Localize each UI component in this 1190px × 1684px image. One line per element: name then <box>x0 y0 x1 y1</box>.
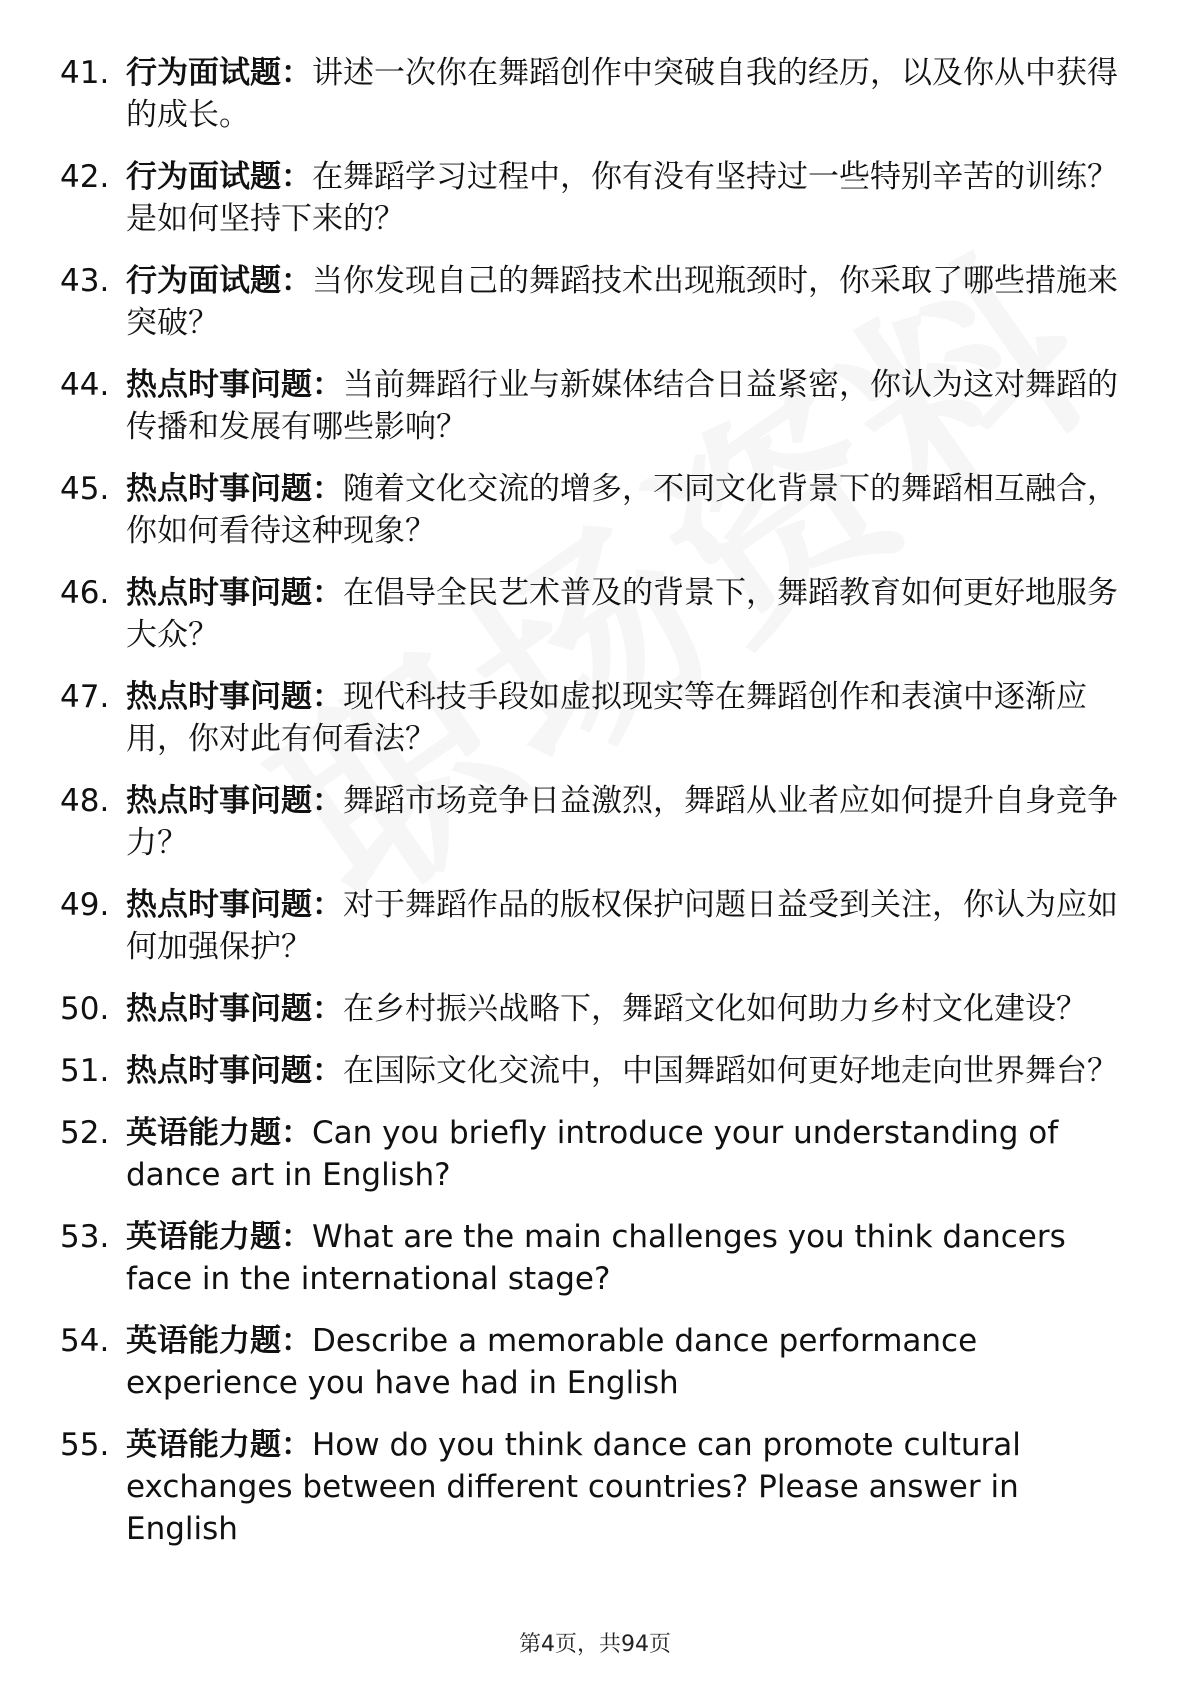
question-item <box>60 676 1120 760</box>
question-item <box>60 988 1120 1030</box>
question-category: 英语能力题： <box>126 1323 312 1359</box>
question-text: How do you think dance can promote cultural exchanges between different countries? Please answer in English <box>126 1427 1021 1547</box>
question-item <box>60 260 1120 344</box>
question-category: 热点时事问题： <box>126 679 343 715</box>
question-item <box>60 780 1120 864</box>
question-category: 英语能力题： <box>126 1427 312 1463</box>
question-text: 随着文化交流的增多，不同文化背景下的舞蹈相互融合，你如何看待这种现象？ <box>126 471 1118 549</box>
question-category: 英语能力题： <box>126 1219 312 1255</box>
question-number: 51. <box>60 1053 110 1089</box>
question-number: 55. <box>60 1427 110 1463</box>
question-item <box>60 468 1120 552</box>
question-item <box>60 884 1120 968</box>
question-category: 热点时事问题： <box>126 1053 343 1089</box>
question-category: 行为面试题： <box>126 159 312 195</box>
question-category: 热点时事问题： <box>126 887 343 923</box>
question-number: 46. <box>60 575 110 611</box>
question-list <box>60 52 1120 1570</box>
question-text: 对于舞蹈作品的版权保护问题日益受到关注，你认为应如何加强保护？ <box>126 887 1118 965</box>
question-number: 52. <box>60 1115 110 1151</box>
question-text: 当你发现自己的舞蹈技术出现瓶颈时，你采取了哪些措施来突破？ <box>126 263 1118 341</box>
question-body <box>126 572 1120 656</box>
question-text: 在国际文化交流中，中国舞蹈如何更好地走向世界舞台？ <box>343 1053 1118 1089</box>
question-category: 热点时事问题： <box>126 783 343 819</box>
question-text: 在倡导全民艺术普及的背景下，舞蹈教育如何更好地服务大众？ <box>126 575 1118 653</box>
question-body <box>126 1424 1120 1550</box>
question-body <box>126 52 1120 136</box>
question-text: 在舞蹈学习过程中，你有没有坚持过一些特别辛苦的训练？是如何坚持下来的？ <box>126 159 1118 237</box>
question-text: 现代科技手段如虚拟现实等在舞蹈创作和表演中逐渐应用，你对此有何看法？ <box>126 679 1087 757</box>
question-item <box>60 364 1120 448</box>
question-category: 热点时事问题： <box>126 575 343 611</box>
question-category: 热点时事问题： <box>126 471 343 507</box>
question-body <box>126 1216 1120 1300</box>
question-number: 53. <box>60 1219 110 1255</box>
question-item <box>60 52 1120 136</box>
question-category: 热点时事问题： <box>126 991 343 1027</box>
question-category: 热点时事问题： <box>126 367 343 403</box>
question-item <box>60 1320 1120 1404</box>
question-item <box>60 1216 1120 1300</box>
question-category: 英语能力题： <box>126 1115 312 1151</box>
page-footer <box>0 1630 1190 1660</box>
question-body <box>126 1050 1120 1092</box>
question-text: 当前舞蹈行业与新媒体结合日益紧密，你认为这对舞蹈的传播和发展有哪些影响？ <box>126 367 1118 445</box>
question-text: Describe a memorable dance performance experience you have had in English <box>126 1323 978 1401</box>
question-number: 41. <box>60 55 110 91</box>
question-body <box>126 468 1120 552</box>
question-text: 舞蹈市场竞争日益激烈，舞蹈从业者应如何提升自身竞争力？ <box>126 783 1118 861</box>
question-item <box>60 1424 1120 1550</box>
question-number: 50. <box>60 991 110 1027</box>
question-body <box>126 884 1120 968</box>
question-body <box>126 1320 1120 1404</box>
question-body <box>126 364 1120 448</box>
question-body <box>126 260 1120 344</box>
question-number: 49. <box>60 887 110 923</box>
question-number: 48. <box>60 783 110 819</box>
question-number: 54. <box>60 1323 110 1359</box>
question-number: 45. <box>60 471 110 507</box>
question-number: 44. <box>60 367 110 403</box>
question-number: 47. <box>60 679 110 715</box>
question-item <box>60 156 1120 240</box>
question-body <box>126 1112 1120 1196</box>
question-category: 行为面试题： <box>126 55 312 91</box>
question-category: 行为面试题： <box>126 263 312 299</box>
question-number: 43. <box>60 263 110 299</box>
question-text: 在乡村振兴战略下，舞蹈文化如何助力乡村文化建设？ <box>343 991 1087 1027</box>
question-body <box>126 676 1120 760</box>
question-item <box>60 1050 1120 1092</box>
question-item <box>60 572 1120 656</box>
question-text: 讲述一次你在舞蹈创作中突破自我的经历，以及你从中获得的成长。 <box>126 55 1118 133</box>
page-number-label: 第4页，共94页 <box>519 1632 671 1657</box>
question-text: Can you briefly introduce your understanding of dance art in English? <box>126 1115 1059 1193</box>
question-text: What are the main challenges you think dancers face in the international stage? <box>126 1219 1066 1297</box>
question-body <box>126 988 1120 1030</box>
question-item <box>60 1112 1120 1196</box>
question-body <box>126 156 1120 240</box>
question-number: 42. <box>60 159 110 195</box>
question-body <box>126 780 1120 864</box>
